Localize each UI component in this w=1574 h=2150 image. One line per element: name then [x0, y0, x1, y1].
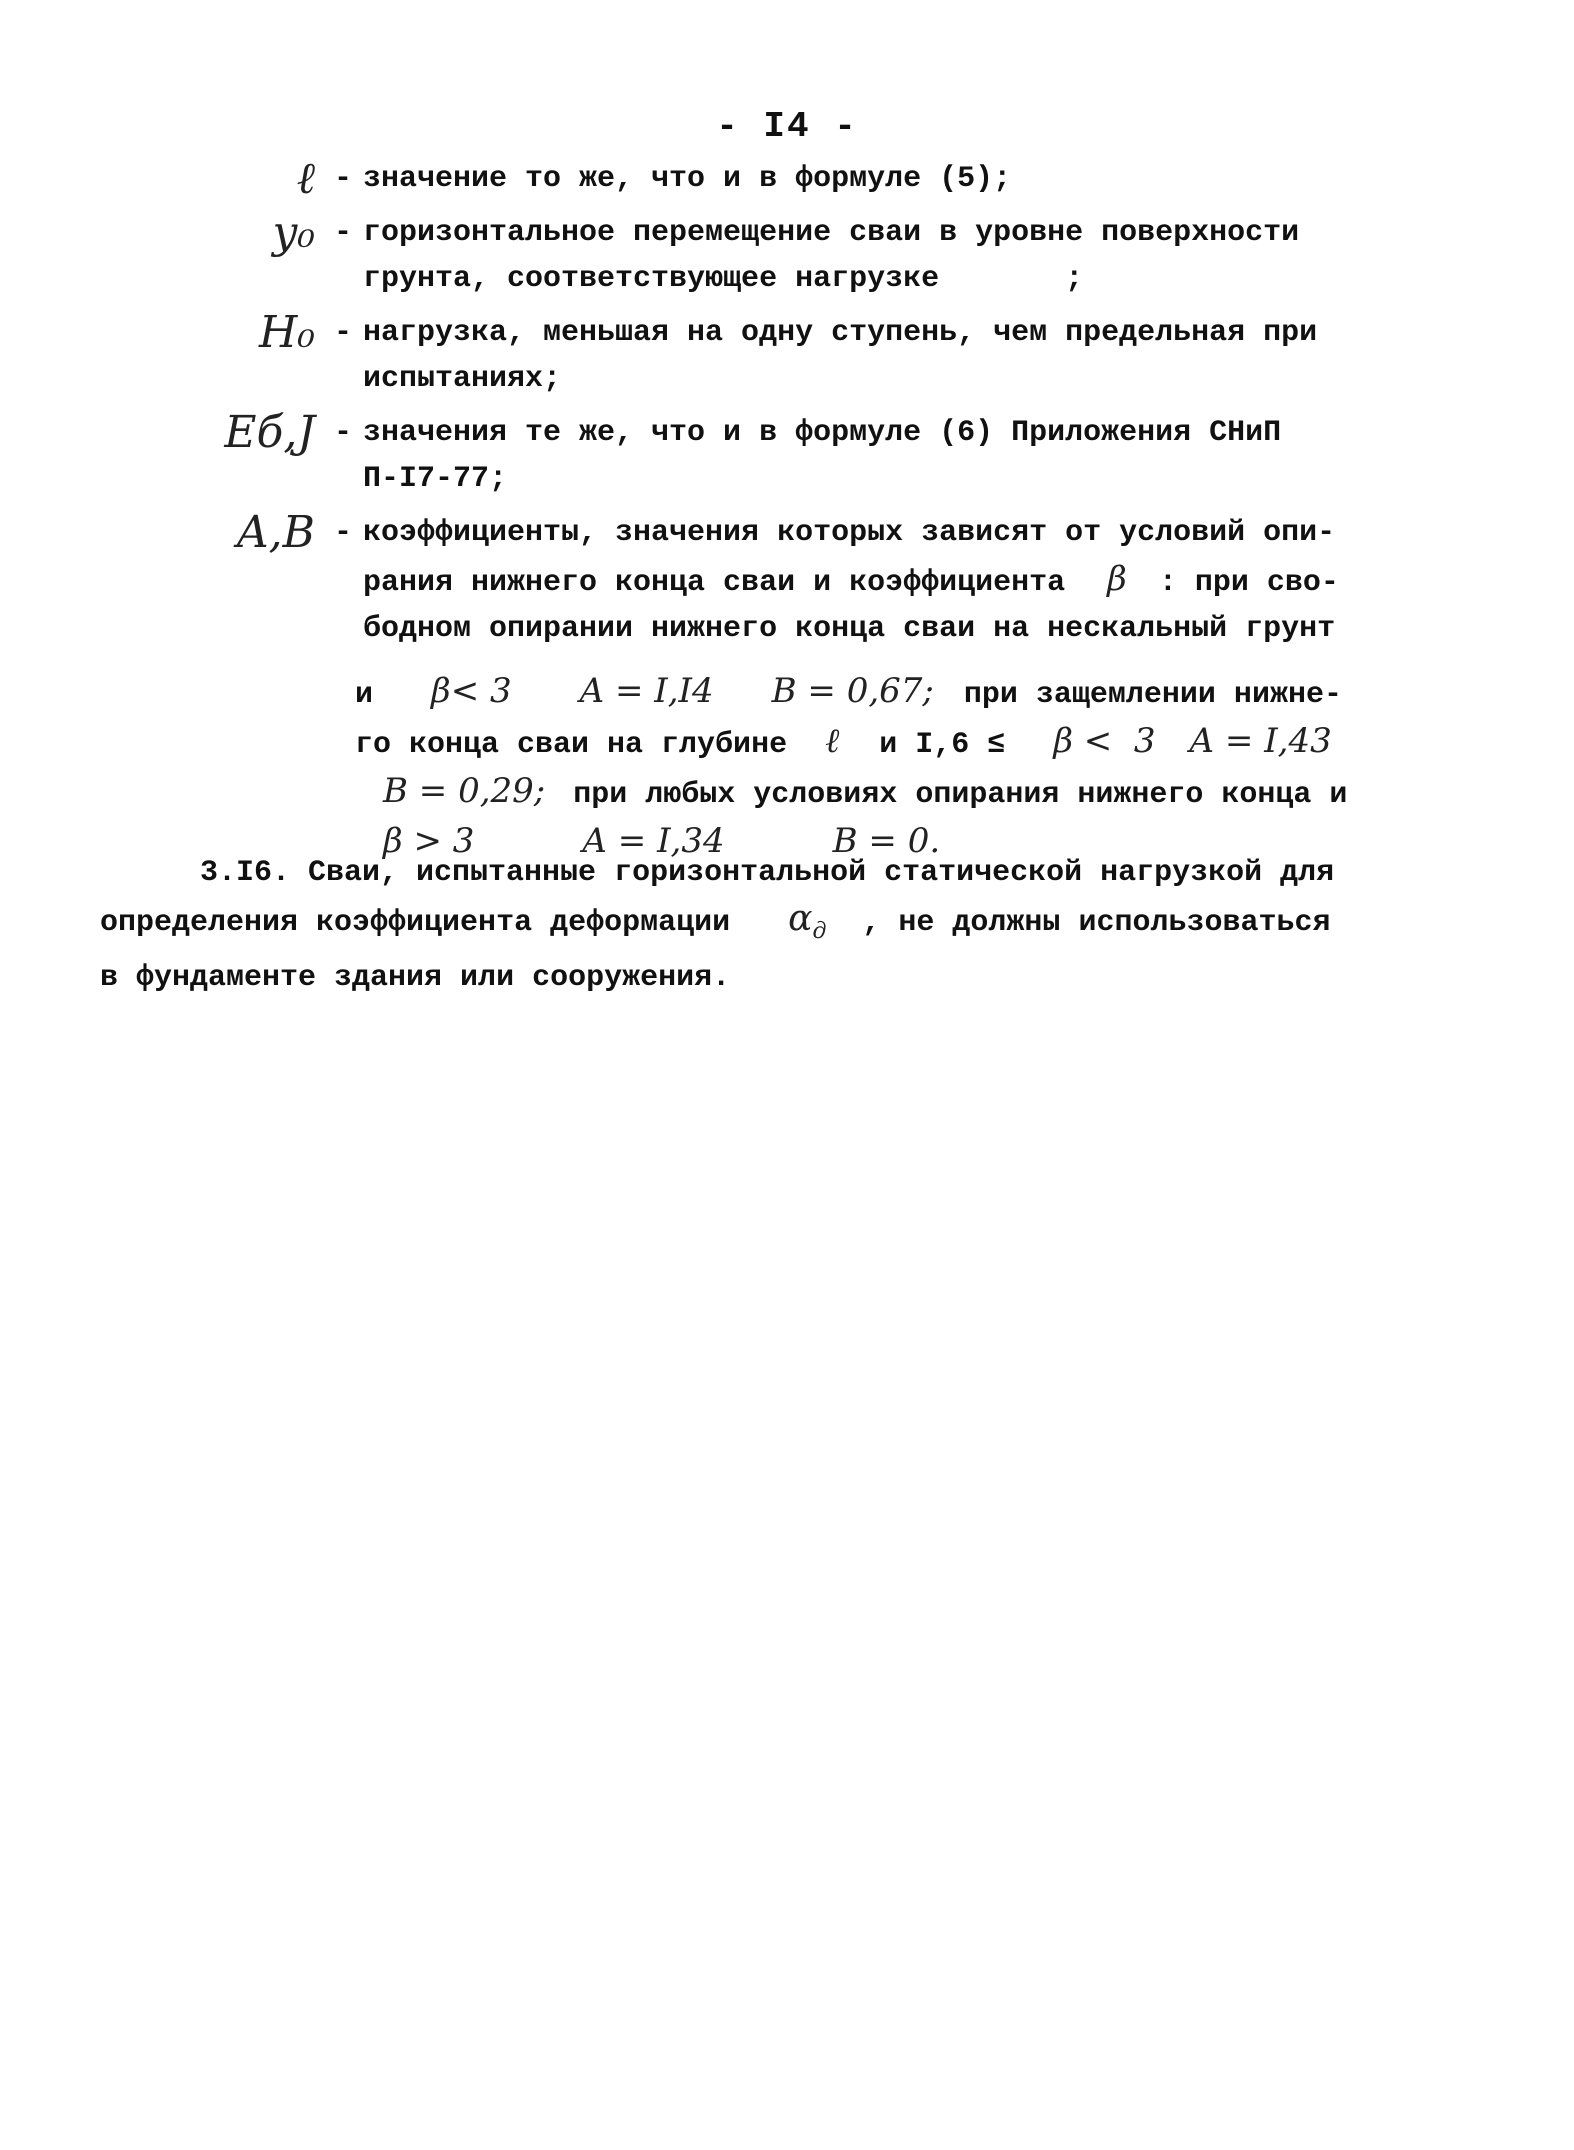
text-segment: : при сво-	[1158, 566, 1339, 600]
definition-text	[363, 310, 1455, 402]
alpha-symbol	[788, 898, 827, 945]
text-line: бодном опирании нижнего конца сваи на нескальный грунт	[363, 612, 1336, 646]
definition-h0	[215, 307, 1455, 402]
text-segment: и	[355, 678, 374, 712]
text-line: горизонтальное перемещение сваи в уровне поверхности	[363, 216, 1300, 250]
text-line: грунта, соответствующее нагрузке ;	[363, 262, 1084, 296]
paragraph-3-16	[100, 850, 1480, 1001]
case-line-1	[355, 668, 1465, 718]
symbol-y0: y₀	[272, 207, 315, 258]
text-line: значение то же, что и в формуле (5);	[363, 162, 1012, 196]
text-line	[363, 556, 1455, 606]
condition-formula: β < 3	[1053, 721, 1156, 761]
dash: -	[333, 216, 352, 250]
page-number: - I4 -	[716, 106, 858, 147]
text-line: значения те же, что и в формуле (6) Приложения СНиП	[363, 416, 1282, 450]
text-segment: го конца сваи на глубине	[355, 728, 788, 762]
dash: -	[333, 162, 352, 196]
symbol-a-b: A,B	[236, 507, 315, 558]
definition-a-b	[215, 507, 1455, 652]
condition-formula: β > 3	[383, 821, 475, 861]
paragraph-line	[100, 896, 1480, 955]
dash: -	[333, 416, 352, 450]
symbol-l: ℓ	[296, 153, 315, 204]
text-segment: определения коэффициента деформации	[100, 906, 731, 940]
case-line-2	[355, 718, 1465, 768]
dash: -	[333, 316, 352, 350]
text-segment: при защемлении нижне-	[963, 678, 1342, 712]
definition-text	[363, 156, 1455, 202]
text-segment: и I,6 ≤	[879, 728, 1006, 762]
text-segment: рания нижнего конца сваи и коэффициента	[363, 566, 1066, 600]
text-line: нагрузка, меньшая на одну ступень, чем предельная при	[363, 316, 1318, 350]
paragraph-line: 3.I6. Сваи, испытанные горизонтальной статической нагрузкой для	[200, 856, 1335, 890]
b-value: B = 0,29;	[383, 771, 546, 811]
coefficient-cases	[355, 668, 1465, 868]
b-value: B = 0,67;	[771, 671, 934, 711]
alpha-subscript: д	[812, 919, 827, 945]
case-line-3	[355, 768, 1465, 818]
text-line: коэффициенты, значения которых зависят от условий опи-	[363, 516, 1336, 550]
condition-formula: β< 3	[431, 671, 512, 711]
paragraph-line: в фундаменте здания или сооружения.	[100, 961, 731, 996]
a-value: A = I,43	[1189, 721, 1332, 761]
symbol-eb-j: Eб,J	[224, 407, 315, 458]
text-line: испытаниях;	[363, 362, 562, 396]
symbol-h0: H₀	[258, 307, 315, 358]
definitions-list	[215, 153, 1455, 660]
dash: -	[333, 516, 352, 550]
definition-text	[363, 510, 1455, 652]
definition-y0	[215, 207, 1455, 302]
text-segment: , не должны использоваться	[862, 906, 1331, 940]
definition-eb-j	[215, 407, 1455, 502]
definition-l	[215, 153, 1455, 204]
definition-text	[363, 410, 1455, 502]
b-value: B = 0.	[832, 821, 941, 861]
alpha-letter: α	[788, 898, 813, 939]
definition-text	[363, 210, 1455, 302]
text-line: П-I7-77;	[363, 462, 508, 496]
beta-symbol: β	[1107, 559, 1127, 599]
a-value: A = I,34	[582, 821, 725, 861]
l-symbol: ℓ	[825, 721, 840, 761]
a-value: A = I,I4	[579, 671, 714, 711]
text-segment: при любых условиях опирания нижнего конца и	[573, 778, 1348, 812]
